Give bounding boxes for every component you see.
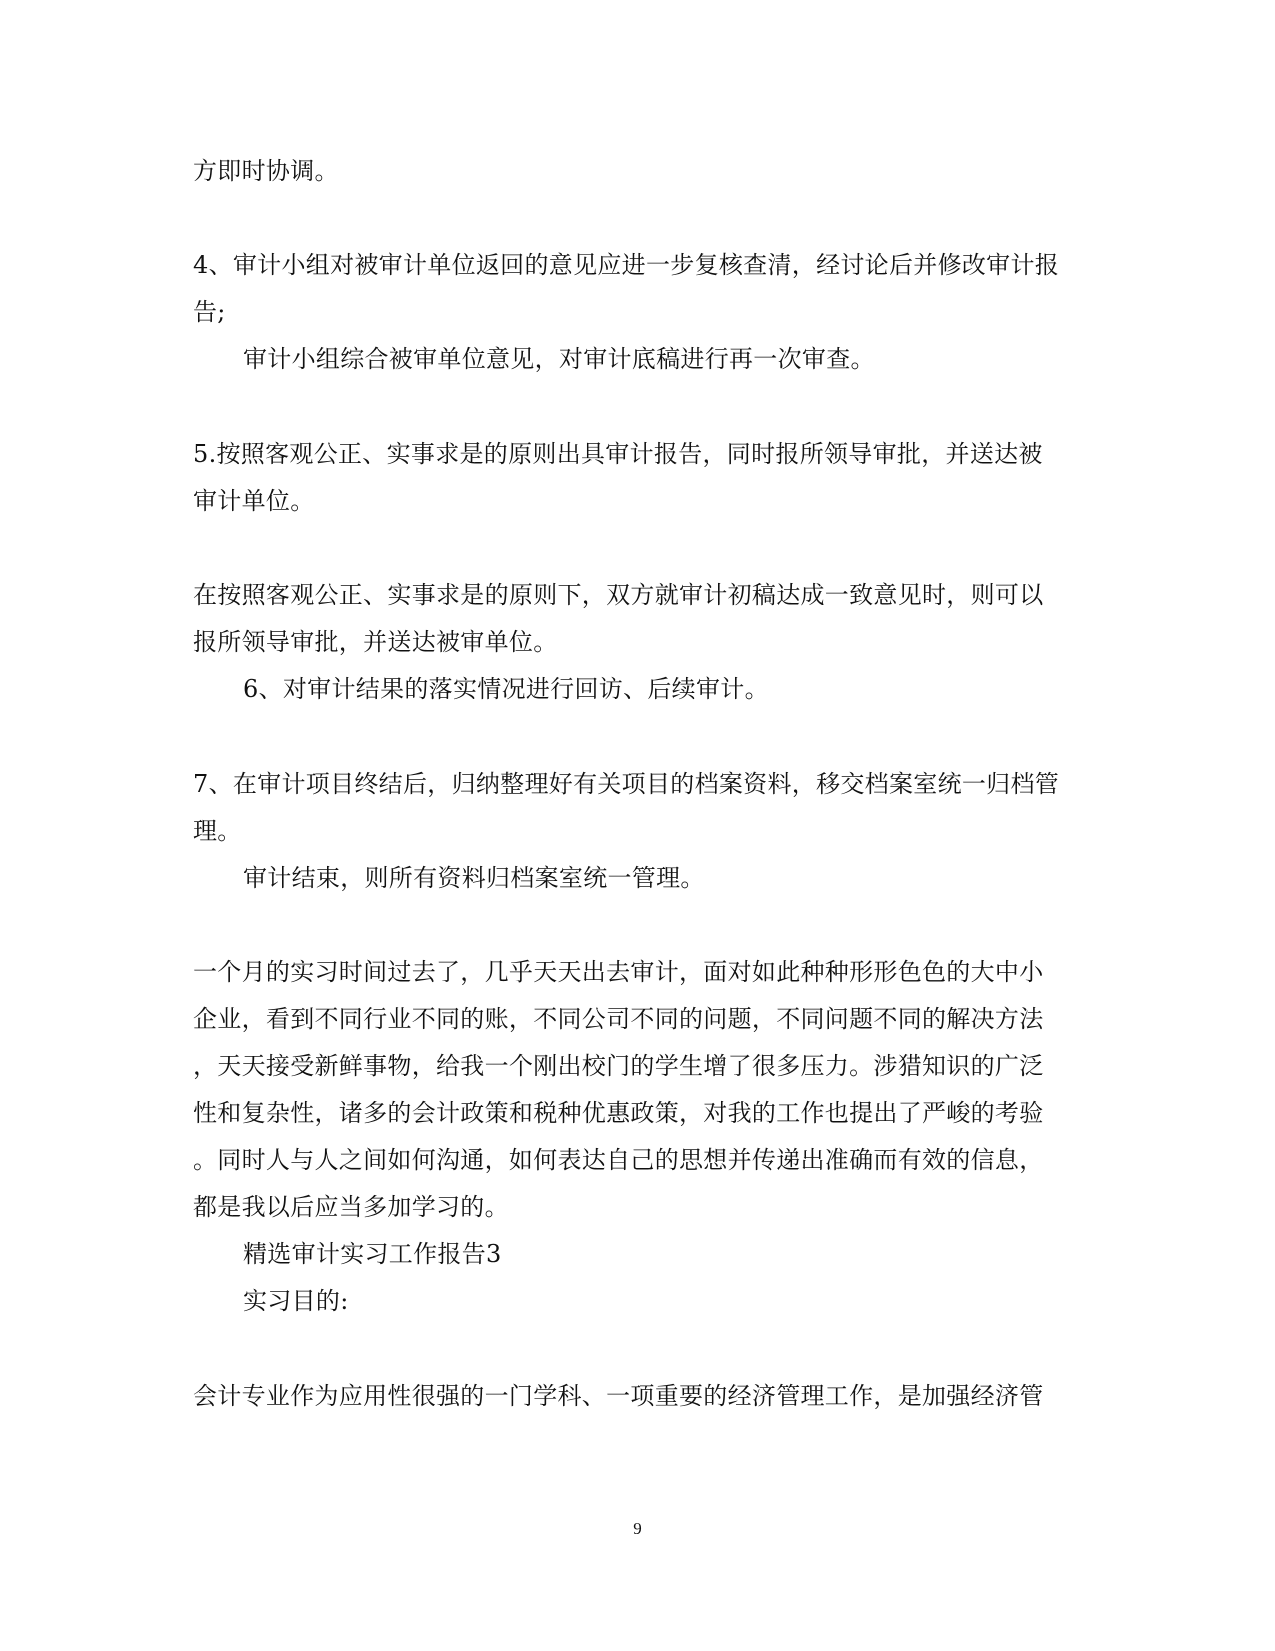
text-line: 审计单位。 xyxy=(193,487,315,515)
text-line: ，天天接受新鲜事物，给我一个刚出校门的学生增了很多压力。涉猎知识的广泛 xyxy=(193,1052,1044,1080)
text-line: 审计小组综合被审单位意见，对审计底稿进行再一次审查。 xyxy=(243,345,875,373)
text-line: 告; xyxy=(193,298,226,326)
text-line: 7、在审计项目终结后，归纳整理好有关项目的档案资料，移交档案室统一归档管 xyxy=(193,770,1060,798)
text-line: 理。 xyxy=(193,817,242,845)
text-line: 4、审计小组对被审计单位返回的意见应进一步复核查清，经讨论后并修改审计报 xyxy=(193,251,1060,279)
text-line: 一个月的实习时间过去了，几乎天天出去审计，面对如此种种形形色色的大中小 xyxy=(193,958,1044,986)
text-line: 方即时协调。 xyxy=(193,157,339,185)
text-line: 会计专业作为应用性很强的一门学科、一项重要的经济管理工作，是加强经济管 xyxy=(193,1382,1044,1410)
text-line: 性和复杂性，诸多的会计政策和税种优惠政策，对我的工作也提出了严峻的考验 xyxy=(193,1099,1044,1127)
page-number: 9 xyxy=(633,1519,642,1538)
section-heading: 精选审计实习工作报告3 xyxy=(243,1240,502,1268)
text-line: 5.按照客观公正、实事求是的原则出具审计报告，同时报所领导审批，并送达被 xyxy=(193,440,1043,468)
text-line: 审计结束，则所有资料归档案室统一管理。 xyxy=(243,864,705,892)
text-line: 在按照客观公正、实事求是的原则下，双方就审计初稿达成一致意见时，则可以 xyxy=(193,581,1044,609)
text-line: 。同时人与人之间如何沟通，如何表达自己的思想并传递出准确而有效的信息， xyxy=(193,1146,1044,1174)
text-line: 企业，看到不同行业不同的账，不同公司不同的问题，不同问题不同的解决方法 xyxy=(193,1005,1044,1033)
text-line: 报所领导审批，并送达被审单位。 xyxy=(193,628,558,656)
text-line: 6、对审计结果的落实情况进行回访、后续审计。 xyxy=(243,675,769,703)
text-line: 实习目的: xyxy=(243,1287,349,1315)
text-line: 都是我以后应当多加学习的。 xyxy=(193,1193,509,1221)
